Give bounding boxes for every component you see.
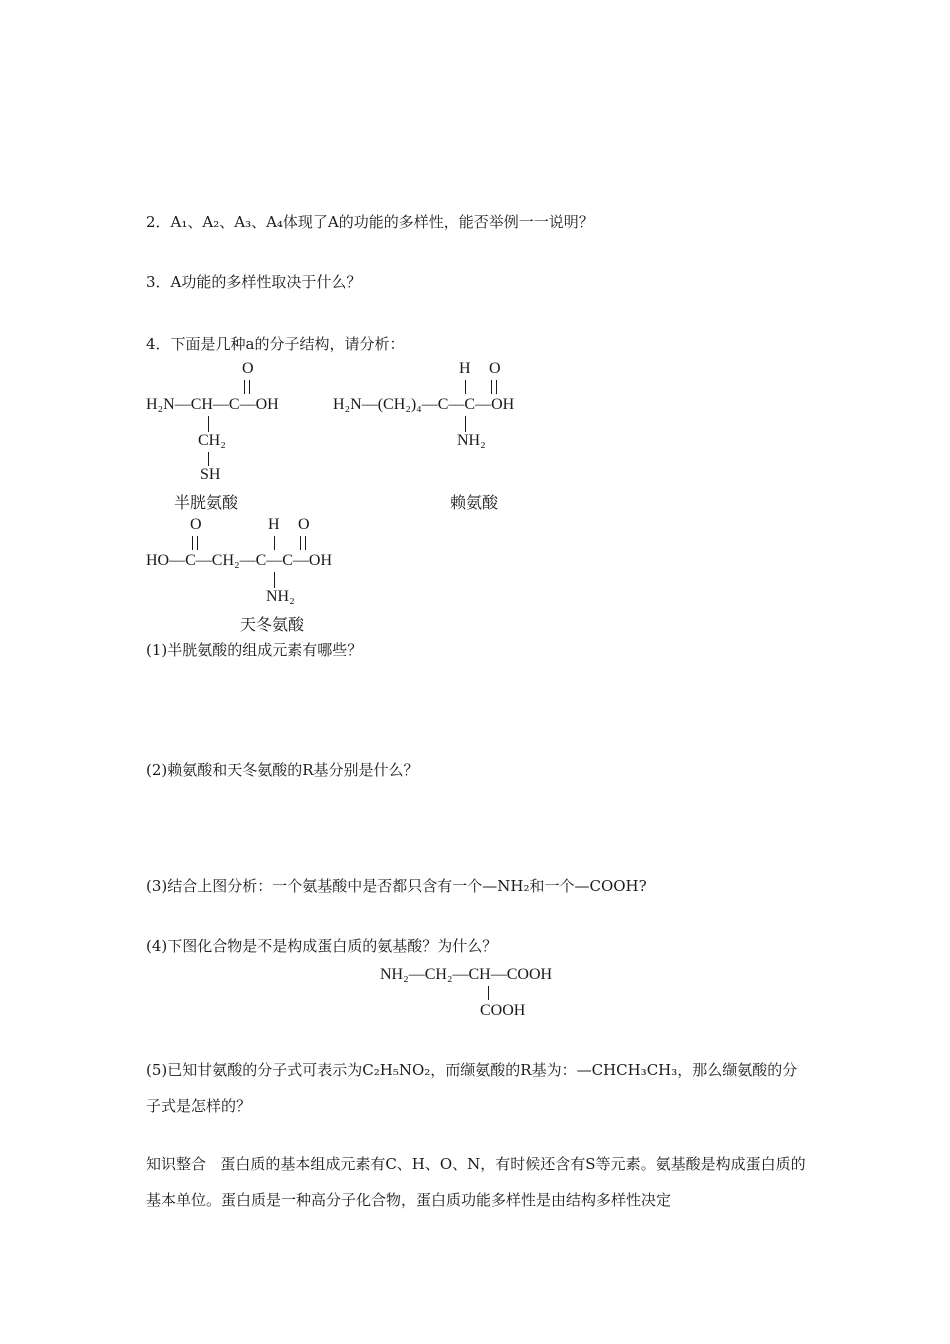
question-4: 4．下面是几种a的分子结构，请分析： xyxy=(146,335,405,353)
cysteine-name: 半胱氨酸 xyxy=(174,493,239,512)
cysteine-o: O xyxy=(242,360,254,377)
compound-structure xyxy=(380,966,600,1026)
aspartate-nh2: NH₂ xyxy=(266,588,295,605)
lysine-main-chain: H₂N—(CH₂)₄—C—C—OH xyxy=(333,396,515,413)
question-2: 2．A₁、A₂、A₃、A₄体现了A的功能的多样性，能否举例一一说明？ xyxy=(146,213,594,231)
sub-question-3: (3)结合上图分析：一个氨基酸中是否都只含有一个—NH₂和一个—COOH? xyxy=(146,877,647,895)
aspartate-o1: O xyxy=(190,516,202,533)
sub-question-1: (1)半胱氨酸的组成元素有哪些？ xyxy=(146,641,363,659)
aspartate-h: H xyxy=(268,516,280,533)
compound-main-chain: NH₂—CH₂—CH—COOH xyxy=(380,966,553,983)
sub-question-2: (2)赖氨酸和天冬氨酸的R基分别是什么？ xyxy=(146,761,419,779)
lysine-o: O xyxy=(489,360,501,377)
compound-branch: COOH xyxy=(480,1002,526,1019)
summary-text: 蛋白质的基本组成元素有C、H、O、N，有时候还含有S等元素。氨基酸是构成蛋白质的基本单位。蛋白质是一种高分子化合物，蛋白质功能多样性是由结构多样性决定 xyxy=(146,1155,806,1209)
aspartate-main-chain: HO—C—CH₂—C—C—OH xyxy=(146,552,333,569)
aspartate-name: 天冬氨酸 xyxy=(240,615,305,634)
aspartate-o2: O xyxy=(298,516,310,533)
knowledge-summary xyxy=(146,1146,810,1218)
lysine-nh2: NH₂ xyxy=(457,432,486,449)
summary-label: 知识整合 xyxy=(146,1155,207,1173)
lysine-h: H xyxy=(459,360,471,377)
lysine-name: 赖氨酸 xyxy=(450,493,499,512)
cysteine-main-chain: H₂N—CH—C—OH xyxy=(146,396,279,413)
sub-question-4: (4)下图化合物是不是构成蛋白质的氨基酸？为什么？ xyxy=(146,937,498,955)
cysteine-sh: SH xyxy=(200,466,221,483)
cysteine-structure xyxy=(146,360,316,490)
question-3: 3．A功能的多样性取决于什么？ xyxy=(146,273,362,291)
sub-question-5: (5)已知甘氨酸的分子式可表示为C₂H₅NO₂，而缬氨酸的R基为：—CHCH₃CH₃，那么缬氨酸的分子式是怎样的？ xyxy=(146,1061,798,1115)
lysine-structure xyxy=(333,360,563,460)
cysteine-ch2: CH₂ xyxy=(198,432,226,449)
aspartate-structure xyxy=(146,516,376,616)
